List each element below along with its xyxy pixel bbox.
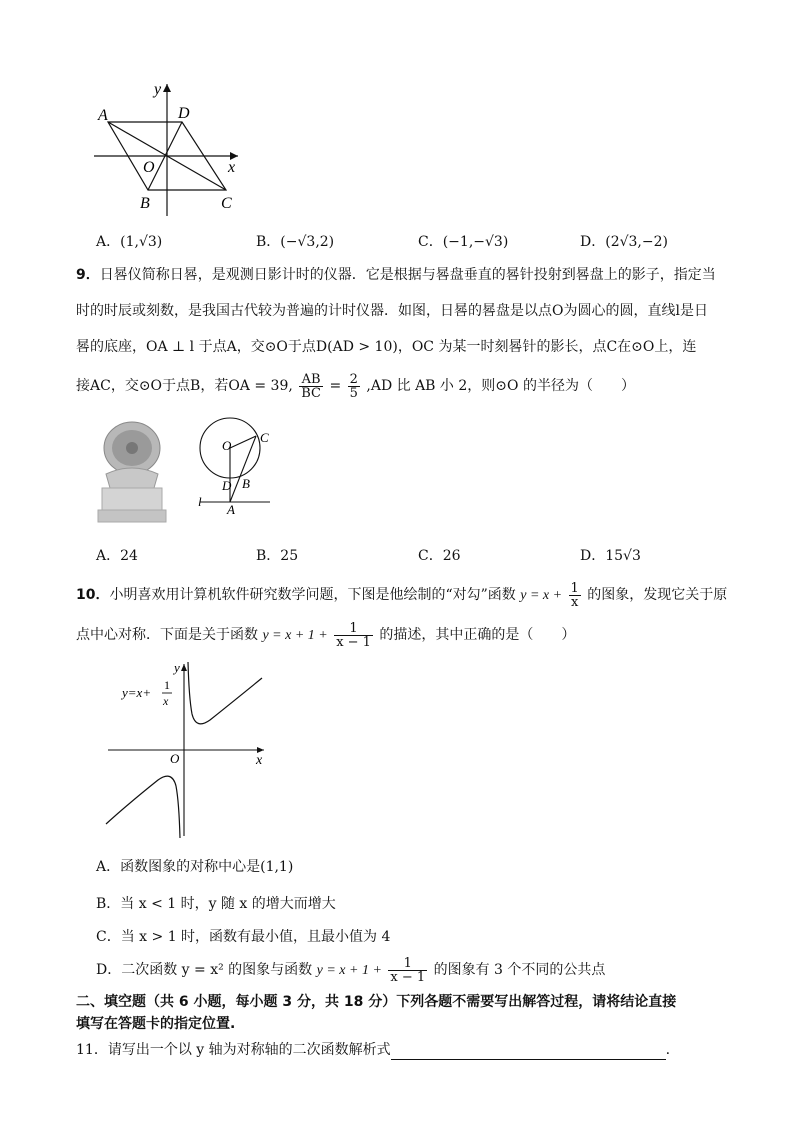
x-axis-label: x <box>256 753 263 768</box>
q9-option-d: D．15√3 <box>580 548 641 564</box>
q9-option-c: C．26 <box>418 548 461 564</box>
q8-option-a: A．(1,√3) <box>96 234 163 250</box>
point-a-label: A <box>227 502 235 517</box>
y-axis-label: y <box>154 81 162 98</box>
point-b-label: B <box>140 195 150 212</box>
line-l-label: l <box>198 494 202 509</box>
q9-option-a: A．24 <box>96 548 138 564</box>
q10-option-b: B．当 x < 1 时，y 随 x 的增大而增大 <box>96 896 336 912</box>
point-o-label: O <box>143 159 155 176</box>
q8-option-b: B．(−√3,2) <box>256 234 335 250</box>
point-a-label: A <box>98 107 108 124</box>
q9-option-b: B．25 <box>256 548 299 564</box>
q8-option-c: C．(−1,−√3) <box>418 234 509 250</box>
q10-fraction-1-x-1: $\frac{1}{x - 1}$ <box>336 620 371 650</box>
point-o-label: O <box>222 438 232 453</box>
q10-function-graph <box>100 658 270 840</box>
q11-line: 11．请写出一个以 y 轴为对称轴的二次函数解析式 . <box>76 1042 671 1058</box>
section-2-heading-line-2: 填写在答题卡的指定位置. <box>76 1016 236 1032</box>
q9-line-2: 时的时辰或刻数，是我国古代较为普遍的计时仪器．如图，日晷的晷盘是以点O为圆心的圆，直线l是日 <box>76 303 708 319</box>
graph-fraction-denominator: x <box>163 694 169 708</box>
point-d-label: D <box>178 105 190 122</box>
point-c-label: C <box>260 430 269 445</box>
x-axis-label: x <box>228 159 236 176</box>
point-b-label: B <box>242 476 250 491</box>
graph-function-label: y=x+ <box>122 685 152 700</box>
q8-coordinate-figure <box>88 78 248 220</box>
q9-line-1: 9．日晷仪简称日晷，是观测日影计时的仪器．它是根据与晷盘垂直的晷针投射到晷盘上的影子，指定当 <box>76 267 716 283</box>
section-2-heading-line-1: 二、填空题（共 6 小题，每小题 3 分，共 18 分）下列各题不需要写出解答过程，请将结论直接 <box>76 994 677 1010</box>
q9-fraction-2-5: $\frac{2}{5}$ <box>349 371 358 401</box>
q8-option-d: D．(2√3,−2) <box>580 234 668 250</box>
q10-fraction-1-x: $\frac{1}{x}$ <box>570 580 579 610</box>
q10-option-c: C．当 x > 1 时，函数有最小值，且最小值为 4 <box>96 929 391 945</box>
origin-label: O <box>170 751 180 766</box>
point-d-label: D <box>222 478 232 493</box>
y-axis-label: y <box>174 660 180 675</box>
q9-fraction-ab-bc: $\frac{AB}{BC}$ <box>301 371 322 401</box>
q10-option-a: A．函数图象的对称中心是(1,1) <box>96 859 294 875</box>
q9-line-3: 晷的底座，OA ⊥ l 于点A，交⊙O于点D(AD > 10)，OC 为某一时刻晷针的影长，点C在⊙O上，连 <box>76 339 697 355</box>
q9-line-4: 接AC，交⊙O于点B，若OA = 39, $\frac{AB}{BC}$ = $\frac{2}{5}$ ,AD 比 AB 小 2，则⊙O 的半径为（ ） <box>76 371 635 401</box>
q10-line-1: 10．小明喜欢用计算机软件研究数学问题，下图是他绘制的“对勾”函数 y = x + $\frac{1}{x}$ 的图象，发现它关于原 <box>76 580 728 610</box>
q9-circle-figure <box>194 416 276 518</box>
sundial-photo <box>96 418 168 524</box>
q11-answer-blank[interactable] <box>391 1045 666 1060</box>
point-c-label: C <box>221 195 232 212</box>
graph-fraction-numerator: 1 <box>164 678 170 692</box>
q10-option-d: D．二次函数 y = x² 的图象与函数 y = x + 1 + $\frac{1}{x - 1}$ 的图象有 3 个不同的公共点 <box>96 955 606 985</box>
q10-optd-fraction: $\frac{1}{x - 1}$ <box>390 955 426 985</box>
q10-line-2: 点中心对称．下面是关于函数 y = x + 1 + $\frac{1}{x - 1}$ 的描述，其中正确的是（ ） <box>76 620 576 650</box>
